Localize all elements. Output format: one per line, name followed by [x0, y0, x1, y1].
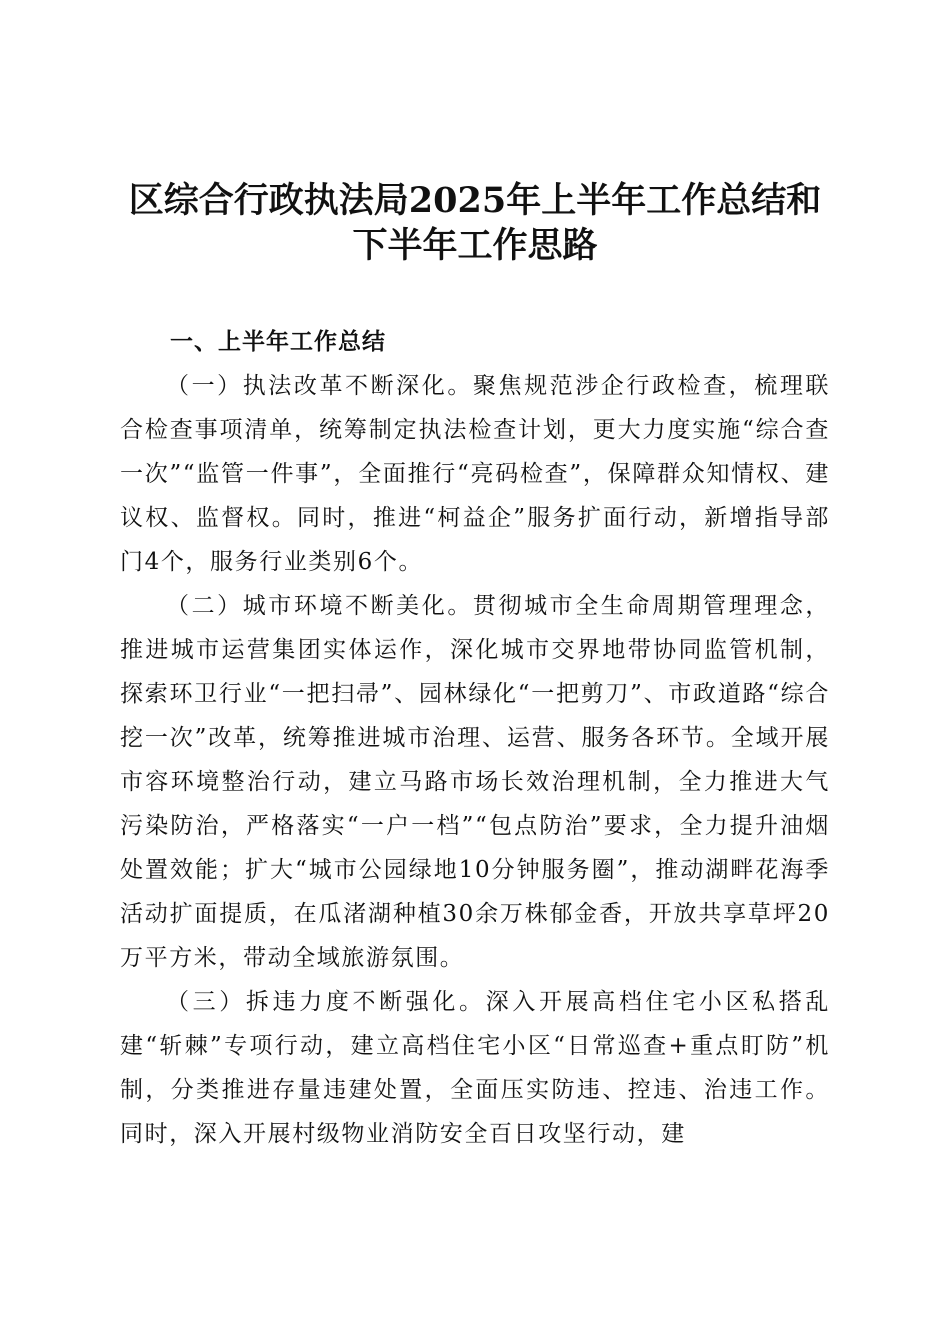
- document-title: [90, 178, 860, 268]
- paragraph-1-lead: （一）执法改革不断深化。: [166, 373, 473, 399]
- paragraph-1: [120, 364, 830, 584]
- paragraph-3: [120, 980, 830, 1156]
- paragraph-2-lead: （二）城市环境不断美化。: [166, 593, 473, 619]
- paragraph-3-text: 深入开展高档住宅小区私搭乱建“斩棘”专项行动，建立高档住宅小区“日常巡查+重点盯防”机制，分类推进存量违建处置，全面压实防违、控违、治违工作。同时，深入开展村级物业消防安全百日攻坚行动，建: [120, 989, 830, 1147]
- paragraph-2-text: 贯彻城市全生命周期管理理念，推进城市运营集团实体运作，深化城市交界地带协同监管机制，探索环卫行业“一把扫帚”、园林绿化“一把剪刀”、市政道路“综合挖一次”改革，统筹推进城市治理、运营、服务各环节。全域开展市容环境整治行动，建立马路市场长效治理机制，全力推进大气污染防治，严格落实“一户一档”“包点防治”要求，全力提升油烟处置效能；扩大“城市公园绿地10分钟服务圈”，推动湖畔花海季活动扩面提质，在瓜渚湖种植30余万株郁金香，开放共享草坪20万平方米，带动全域旅游氛围。: [120, 593, 831, 971]
- paragraph-3-lead: （三）拆违力度不断强化。: [166, 989, 486, 1015]
- paragraph-1-text: 聚焦规范涉企行政检查，梳理联合检查事项清单，统筹制定执法检查计划，更大力度实施“综合查一次”“监管一件事”，全面推行“亮码检查”，保障群众知情权、建议权、监督权。同时，推进“柯益企”服务扩面行动，新增指导部门4个，服务行业类别6个。: [120, 373, 831, 575]
- document-title-line-1: 区综合行政执法局2025年上半年工作总结和: [128, 180, 822, 221]
- paragraph-2: [120, 584, 830, 980]
- document-body: [120, 320, 830, 1156]
- document-title-line-2: 下半年工作思路: [352, 225, 598, 266]
- section-heading: 一、上半年工作总结: [170, 329, 386, 355]
